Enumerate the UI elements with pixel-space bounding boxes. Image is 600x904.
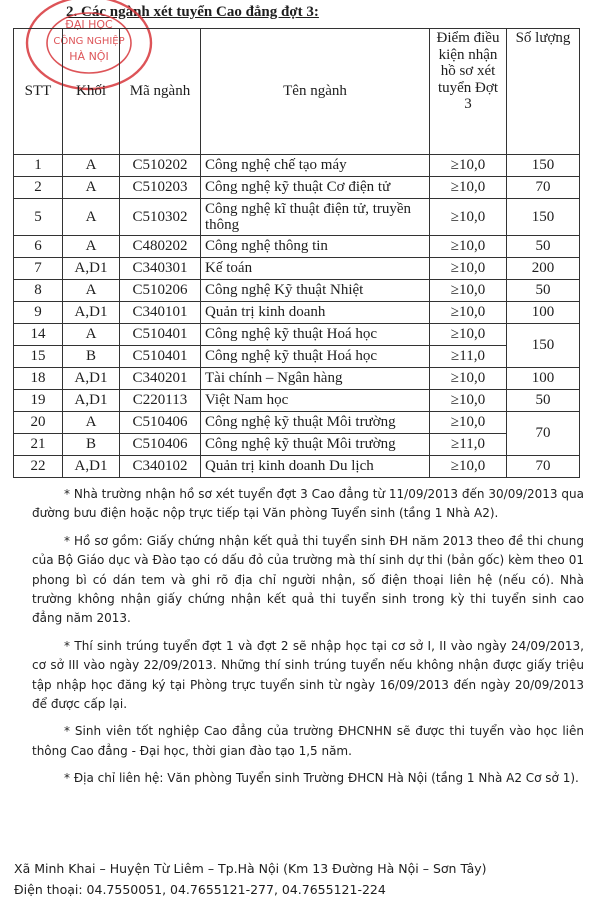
cell-diem: ≥10,0 [430,258,507,280]
intake-table [13,28,580,478]
cell-ten-nganh: Công nghệ chế tạo máy [201,155,430,177]
table-header-row [14,29,580,155]
cell-ma-nganh: C510302 [120,199,201,236]
cell-diem: ≥10,0 [430,324,507,346]
cell-ma-nganh: C510406 [120,412,201,434]
cell-ma-nganh: C340102 [120,456,201,478]
table-row [14,302,580,324]
seal-text: ĐẠI HỌC [65,18,113,31]
cell-diem: ≥10,0 [430,368,507,390]
table-row [14,390,580,412]
cell-ten-nganh: Công nghệ Kỹ thuật Nhiệt [201,280,430,302]
cell-so-luong: 150 [507,155,580,177]
cell-ma-nganh: C480202 [120,236,201,258]
cell-so-luong: 150 [507,199,580,236]
cell-diem: ≥10,0 [430,177,507,199]
note-paragraph: * Thí sinh trúng tuyển đợt 1 và đợt 2 sẽ nhập học tại cơ sở I, II vào ngày 24/09/2013, cơ sở III vào ngày 22/09/2013. Những thí sinh trúng tuyển nếu không nhận được giấy triệu tập nhập học đăng ký tại Phòng trực tuyển sinh từ ngày 16/09/2013 đến ngày 20/09/2013 để được cấp lại. [32,638,584,712]
cell-ma-nganh: C340301 [120,258,201,280]
cell-diem: ≥11,0 [430,434,507,456]
cell-so-luong: 70 [507,456,580,478]
cell-khoi: A,D1 [63,368,120,390]
cell-khoi: A [63,280,120,302]
cell-khoi: B [63,346,120,368]
table-row [14,346,580,368]
table-row [14,177,580,199]
cell-so-luong: 50 [507,280,580,302]
cell-khoi: A,D1 [63,390,120,412]
cell-stt: 7 [14,258,63,280]
cell-so-luong: 50 [507,390,580,412]
cell-ten-nganh: Công nghệ kỹ thuật Hoá học [201,324,430,346]
cell-stt: 2 [14,177,63,199]
cell-diem: ≥10,0 [430,456,507,478]
cell-so-luong: 70 [507,412,580,456]
table-row [14,324,580,346]
cell-stt: 21 [14,434,63,456]
table-row [14,236,580,258]
cell-diem: ≥10,0 [430,412,507,434]
cell-ten-nganh: Kế toán [201,258,430,280]
cell-khoi: A [63,199,120,236]
contact-address: Xã Minh Khai – Huyện Từ Liêm – Tp.Hà Nội (Km 13 Đường Hà Nội – Sơn Tây) [14,861,487,876]
table-row [14,368,580,390]
cell-ten-nganh: Công nghệ kỹ thuật Cơ điện tử [201,177,430,199]
seal-text: CÔNG NGHIỆP [53,36,125,47]
cell-stt: 15 [14,346,63,368]
cell-ten-nganh: Công nghệ kỹ thuật Hoá học [201,346,430,368]
cell-ten-nganh: Công nghệ kĩ thuật điện tử, truyền thông [201,199,430,236]
cell-ten-nganh: Quản trị kinh doanh [201,302,430,324]
cell-ma-nganh: C220113 [120,390,201,412]
contact-phone: Điện thoại: 04.7550051, 04.7655121-277, 04.7655121-224 [14,882,386,897]
note-paragraph: * Nhà trường nhận hồ sơ xét tuyển đợt 3 Cao đẳng từ 11/09/2013 đến 30/09/2013 qua đường bưu điện hoặc nộp trực tiếp tại Văn phòng Tuyển sinh (tầng 1 Nhà A2). [32,487,584,521]
cell-so-luong: 70 [507,177,580,199]
cell-khoi: B [63,434,120,456]
cell-khoi: A [63,236,120,258]
notes-section [32,485,584,797]
cell-khoi: A,D1 [63,258,120,280]
cell-khoi: A [63,412,120,434]
table-row [14,434,580,456]
cell-stt: 5 [14,199,63,236]
table-row [14,199,580,236]
cell-ten-nganh: Công nghệ kỹ thuật Môi trường [201,434,430,456]
cell-diem: ≥10,0 [430,280,507,302]
cell-stt: 18 [14,368,63,390]
header-ten-nganh: Tên ngành [201,29,430,155]
cell-diem: ≥10,0 [430,199,507,236]
table-row [14,280,580,302]
cell-diem: ≥10,0 [430,390,507,412]
cell-ma-nganh: C510406 [120,434,201,456]
cell-ma-nganh: C510401 [120,324,201,346]
cell-stt: 6 [14,236,63,258]
cell-khoi: A [63,177,120,199]
cell-diem: ≥10,0 [430,155,507,177]
cell-khoi: A,D1 [63,456,120,478]
cell-khoi: A [63,155,120,177]
table-row [14,456,580,478]
cell-stt: 1 [14,155,63,177]
cell-diem: ≥11,0 [430,346,507,368]
cell-stt: 8 [14,280,63,302]
header-diem: Điểm điều kiện nhận hồ sơ xét tuyển Đợt 3 [430,29,507,155]
header-so-luong: Số lượng [507,29,580,155]
header-khoi: Khối [63,29,120,155]
cell-diem: ≥10,0 [430,302,507,324]
cell-ma-nganh: C510203 [120,177,201,199]
cell-stt: 19 [14,390,63,412]
table-row [14,412,580,434]
cell-stt: 22 [14,456,63,478]
header-stt: STT [14,29,63,155]
cell-ten-nganh: Công nghệ thông tin [201,236,430,258]
contact-block [14,858,487,900]
note-paragraph: * Sinh viên tốt nghiệp Cao đẳng của trường ĐHCNHN sẽ được thi tuyển vào học liên thông Cao đẳng - Đại học, thời gian đào tạo 1,5 năm. [32,724,584,758]
table-row [14,155,580,177]
cell-ten-nganh: Việt Nam học [201,390,430,412]
cell-ten-nganh: Tài chính – Ngân hàng [201,368,430,390]
seal-text: HÀ NỘI [69,50,109,63]
cell-so-luong: 100 [507,368,580,390]
cell-ma-nganh: C510401 [120,346,201,368]
header-ma-nganh: Mã ngành [120,29,201,155]
note-paragraph: * Địa chỉ liên hệ: Văn phòng Tuyển sinh Trường ĐHCN Hà Nội (tầng 1 Nhà A2 Cơ sở 1). [64,771,579,786]
cell-so-luong: 100 [507,302,580,324]
cell-ma-nganh: C510202 [120,155,201,177]
page-heading: 2. Các ngành xét tuyển Cao đẳng đợt 3: [66,4,319,20]
cell-ten-nganh: Quản trị kinh doanh Du lịch [201,456,430,478]
note-paragraph: * Hồ sơ gồm: Giấy chứng nhận kết quả thi tuyển sinh ĐH năm 2013 theo đề thi chung của Bộ Giáo dục và Đào tạo có dấu đỏ của trường mà thí sinh dự thi (bản gốc) kèm theo 01 phong bì có dán tem và ghi rõ địa chỉ người nhận, số điện thoại liên hệ (nếu có). Nhà trường không nhận giấy chứng nhận kết quả thi tuyển sinh trong kỳ thi tuyển sinh cao đẳng năm 2013. [32,533,584,626]
cell-so-luong: 200 [507,258,580,280]
cell-stt: 14 [14,324,63,346]
cell-so-luong: 50 [507,236,580,258]
cell-ten-nganh: Công nghệ kỹ thuật Môi trường [201,412,430,434]
cell-ma-nganh: C510206 [120,280,201,302]
cell-stt: 20 [14,412,63,434]
table-row [14,258,580,280]
cell-stt: 9 [14,302,63,324]
cell-ma-nganh: C340201 [120,368,201,390]
cell-khoi: A [63,324,120,346]
cell-diem: ≥10,0 [430,236,507,258]
cell-so-luong: 150 [507,324,580,368]
cell-ma-nganh: C340101 [120,302,201,324]
cell-khoi: A,D1 [63,302,120,324]
